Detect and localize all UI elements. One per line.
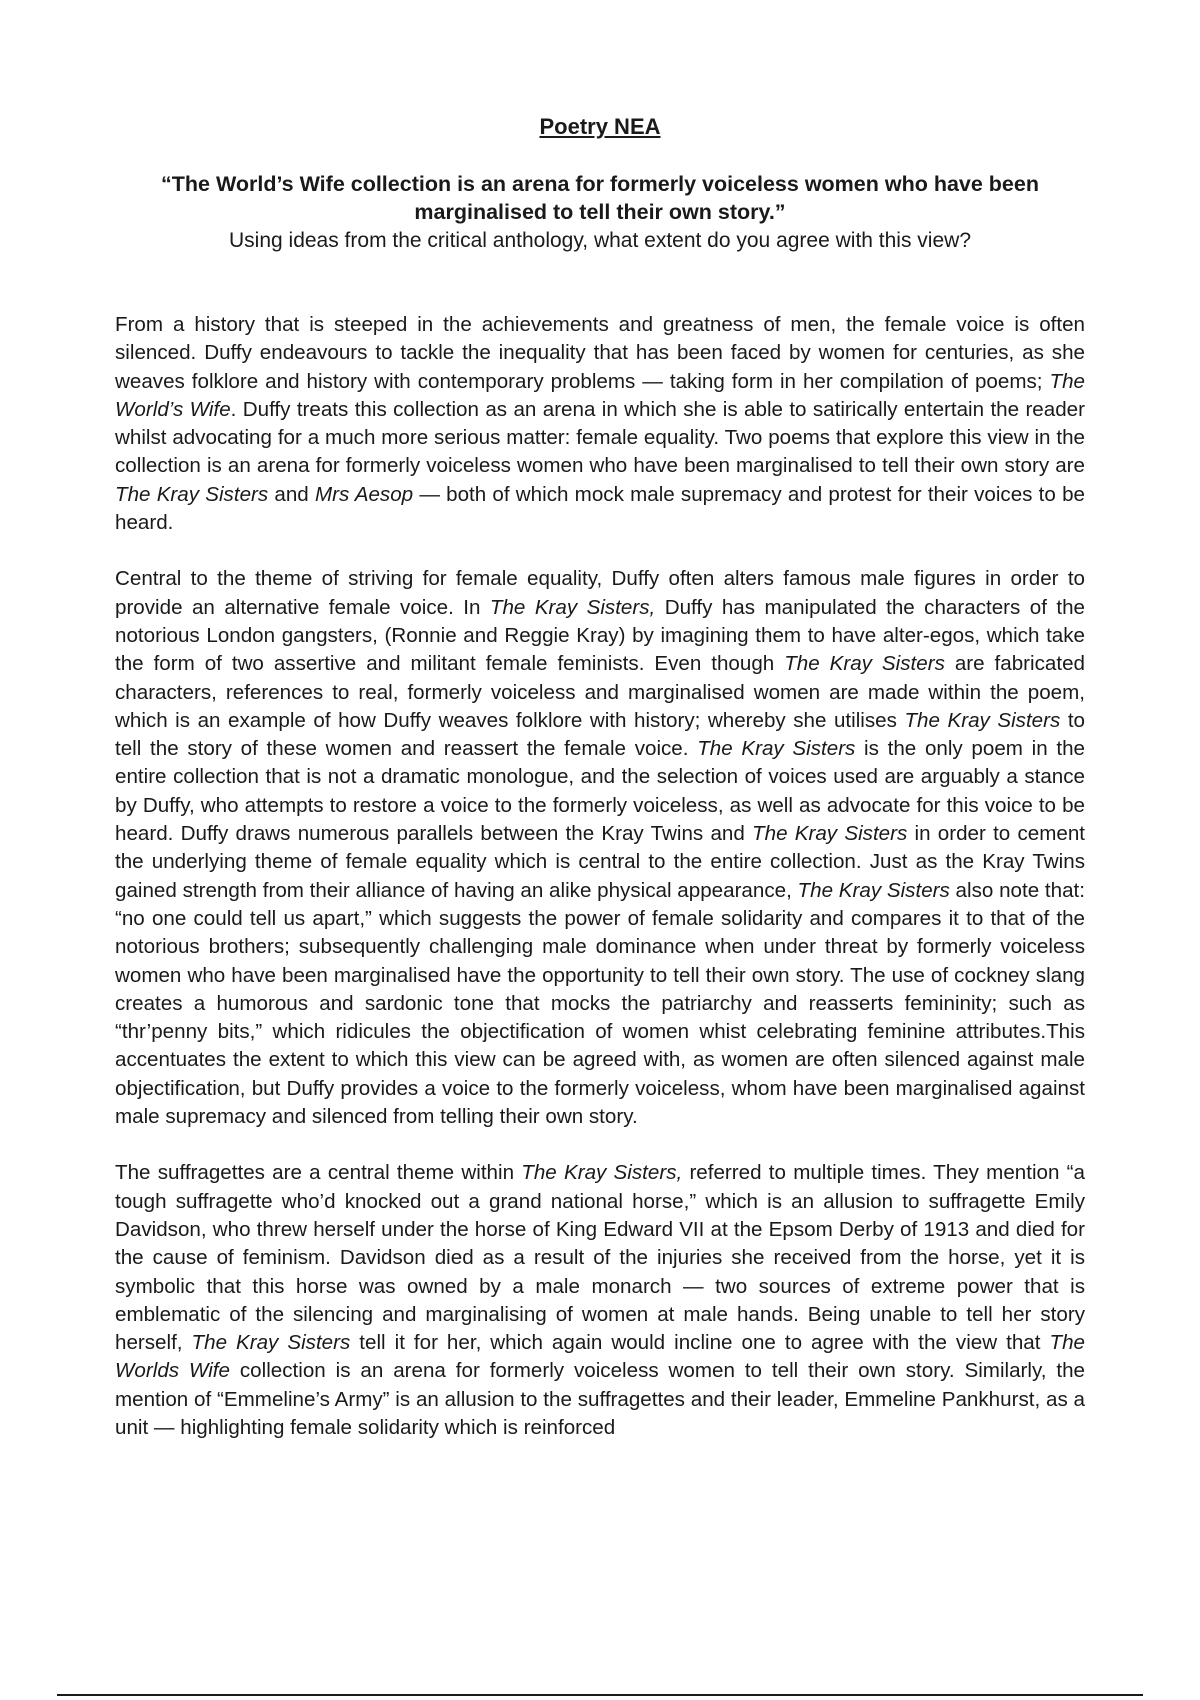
italic-title-text: The Kray Sisters xyxy=(752,822,908,846)
paragraph-text: tell it for her, which again would incline one to agree with the view that xyxy=(350,1331,1050,1355)
italic-title-text: The Kray Sisters, xyxy=(521,1161,683,1185)
paragraph-text: to tell the story of these women and reassert the female voice. xyxy=(115,708,1085,761)
paragraph-text: in order to cement the underlying theme of female equality which is central to the entire collection. Just as the Kray Twins gained strength from their alliance of having an alike physical appearance, xyxy=(115,822,1086,902)
essay-prompt: Using ideas from the critical anthology, what extent do you agree with this view? xyxy=(229,229,971,252)
paragraph xyxy=(115,311,1085,537)
paragraph-text: The suffragettes are a central theme within xyxy=(115,1161,522,1185)
italic-title-text: The World’s Wife xyxy=(115,369,1085,421)
italic-title-text: The Worlds Wife xyxy=(115,1331,1085,1383)
paragraph xyxy=(115,1159,1085,1442)
italic-title-text: The Kray Sisters xyxy=(797,878,950,902)
paragraph-text: referred to multiple times. They mention “a tough suffragette who’d knocked out a grand national horse,” which is an allusion to suffragette Emily Davidson, who threw herself under the horse of King Edward VII at the Epsom Derby of 1913 and died for the cause of feminism. Davidson died as a result of the injuries she received from the horse, yet it is symbolic that this horse was owned by a male monarch — two sources of extreme power that is emblematic of the silencing and marginalising of women at male hands. Being unable to tell her story herself, xyxy=(115,1161,1085,1355)
paragraph-text: From a history that is steeped in the achievements and greatness of men, the female voice is often silenced. Duffy endeavours to tackle the inequality that has been faced by women for centuries, as she weaves folklore and history with contemporary problems — taking form in her compilation of poems; xyxy=(115,313,1085,393)
italic-title-text: The Kray Sisters xyxy=(784,652,945,676)
italic-title-text: The Kray Sisters, xyxy=(489,595,656,619)
paragraph-text: Central to the theme of striving for female equality, Duffy often alters famous male figures in order to provide an alternative female voice. In xyxy=(115,567,1085,619)
italic-title-text: The Kray Sisters xyxy=(697,737,856,761)
essay-body xyxy=(115,311,1085,1470)
italic-title-text: The Kray Sisters xyxy=(191,1331,351,1355)
italic-title-text: The Kray Sisters xyxy=(904,708,1061,732)
paragraph-text: also note that: “no one could tell us apart,” which suggests the power of female solidarity and compares it to that of the notorious brothers; subsequently challenging male dominance when under threat by formerly voiceless women who have been marginalised have the opportunity to tell their own story. The use of cockney slang creates a humorous and sardonic tone that mocks the patriarchy and reasserts femininity; such as “thr’penny bits,” which ridicules the objectification of women whist celebrating feminine attributes.This accentuates the extent to which this view can be agreed with, as women are often silenced against male objectification, but Duffy provides a voice to the formerly voiceless, whom have been marginalised against male supremacy and silenced from telling their own story. xyxy=(115,878,1085,1129)
italic-title-text: Mrs Aesop xyxy=(314,482,414,506)
paragraph xyxy=(115,565,1085,1131)
paragraph-text: and xyxy=(268,482,315,506)
paragraph-text: . Duffy treats this collection as an arena in which she is able to satirically entertain the reader whilst advocating for a much more serious matter: female equality. Two poems that explore this view in the collection is an arena for formerly voiceless women who have been marginalised to tell their own story are xyxy=(115,397,1085,478)
essay-question: “The World’s Wife collection is an arena for formerly voiceless women who have been marginalised to tell their own story.” xyxy=(161,172,1039,224)
footer-divider xyxy=(57,1694,1143,1696)
document-title: Poetry NEA xyxy=(539,114,661,139)
paragraph-text: — both of which mock male supremacy and protest for their voices to be heard. xyxy=(115,482,1085,535)
italic-title-text: The Kray Sisters xyxy=(115,482,269,506)
paragraph-text: are fabricated characters, references to real, formerly voiceless and marginalised women are made within the poem, which is an example of how Duffy weaves folklore with history; whereby she utilises xyxy=(115,652,1085,732)
paragraph-text: Duffy has manipulated the characters of the notorious London gangsters, (Ronnie and Reggie Kray) by imagining them to have alter-egos, which take the form of two assertive and militant female feminists. Even though xyxy=(115,595,1086,676)
paragraph-text: collection is an arena for formerly voiceless women to tell their own story. Similarly, the mention of “Emmeline’s Army” is an allusion to the suffragettes and their leader, Emmeline Pankhurst, as a unit — highlighting female solidarity which is reinforced xyxy=(115,1359,1085,1439)
paragraph-text: is the only poem in the entire collection that is not a dramatic monologue, and the selection of voices used are arguably a stance by Duffy, who attempts to restore a voice to the formerly voiceless, as well as advocate for this voice to be heard. Duffy draws numerous parallels between the Kray Twins and xyxy=(115,737,1085,846)
